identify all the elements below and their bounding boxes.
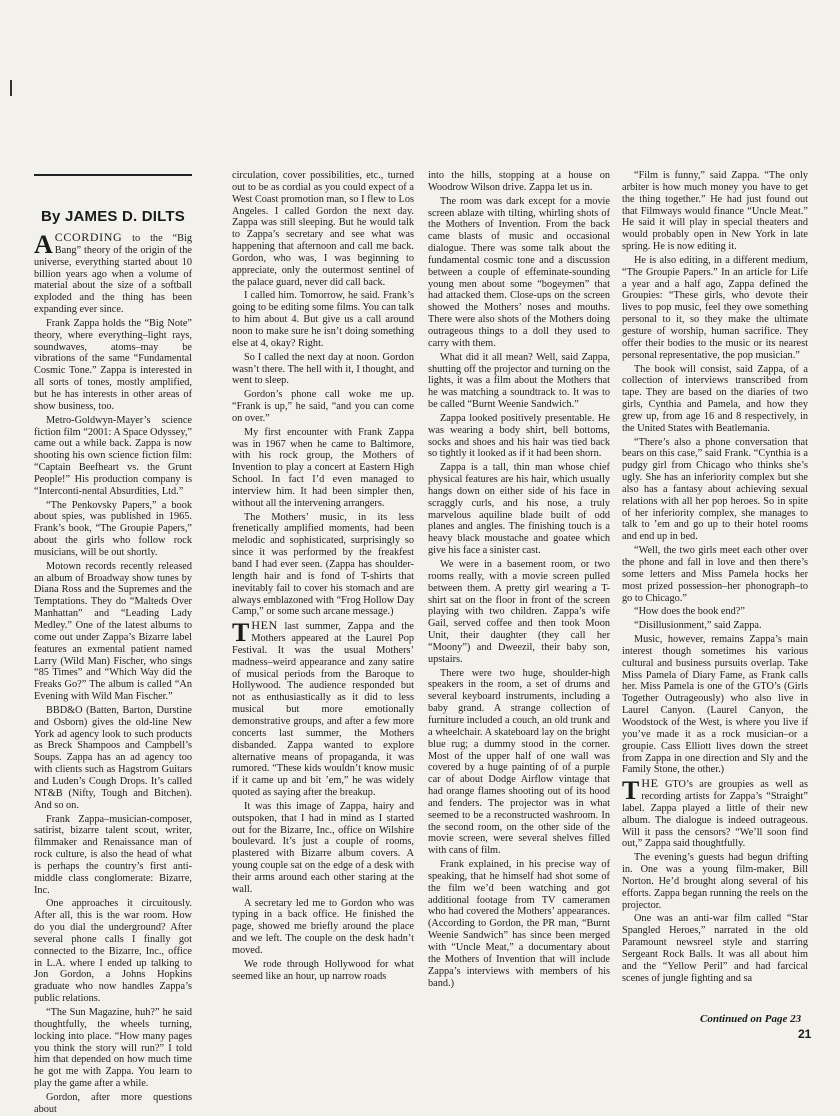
paragraph-text: Frank explained, in his precise way of speaking, that he himself had shot some of the film we’d been watching and got additional footage from TV cameramen who had covered the Mothers’ appearances. (According to Gordon, the PR man, “Burnt Weenie Sandwich” has since been merged with “Uncle Meat,” a documentary about the Mothers of Invention that will include Zappa’s interviews with members of his band.) bbox=[428, 859, 610, 989]
paragraph-text: I called him. Tomorrow, he said. Frank’s going to be editing some films. You can talk to him about 4. But give us a call around noon to make sure he isn’t doing something else at 4, okay? Right. bbox=[232, 290, 414, 349]
paragraph-text: Metro-Goldwyn-Mayer’s science fiction film “2001: A Space Odyssey,” came out a while back. Zappa is now shooting his own science fiction film: “Captain Beefheart vs. the Grunt People!” His production company is “Interconti-nental Absurdities, Ltd.” bbox=[34, 414, 192, 497]
paragraph bbox=[622, 364, 808, 435]
paragraph bbox=[622, 852, 808, 911]
paragraph-text: BBD&O (Batten, Barton, Durstine and Osborn) gives the old-line New York ad agency look to such products as Breck Shampoos and Campbell’s Soups. Zappa has an ad agency too with clients such as Hagstrom Guitars and Luden’s Cough Drops. It’s called NT&B (Nifty, Tough and Bitchen). And so on. bbox=[34, 704, 192, 811]
paragraph-text: One approaches it circuitously. After all, this is the war room. How do you dial the underground? After several phone calls I finally got connected to the Bizarre, Inc., office in L.A. where I ended up talking to Jon Gordon, a Johns Hopkins graduate who now handles Zappa’s public relations. bbox=[34, 898, 192, 1005]
paragraph-text: One was an anti-war film called “Star Spangled Heroes,” narrated in the old Paramount newsreel style and starring Sergeant Rock Balls. It was all about him and the “Yellow Peril” and had farcical scenes of jungle fighting and sa bbox=[622, 913, 808, 984]
paragraph bbox=[232, 290, 414, 349]
paragraph bbox=[34, 415, 192, 498]
paragraph bbox=[622, 778, 808, 850]
continued-note: Continued on Page 23 bbox=[700, 1013, 802, 1025]
paragraph-text: Music, however, remains Zappa’s main interest though sometimes his various cultural and business pursuits overlap. Take Miss Pamela of Diary Fame, as Frank calls her. Miss Pamela is one of the GTO’s (Girls Together Outrageously) who also live in Laurel Canyon. (Laurel Canyon, the Woodstock of the West, is where you live if you’ve made it as a rock musician–or a groupie. Cass Elliott lives down the street from Zappa in one direction and Sly and the Family Stone, the other.) bbox=[622, 634, 808, 776]
paragraph bbox=[232, 898, 414, 957]
article-column-3 bbox=[428, 170, 610, 1040]
paragraph bbox=[622, 437, 808, 544]
paragraph-text: Gordon’s phone call woke me up. “Frank is up,” he said, “and you can come on over.” bbox=[232, 389, 414, 424]
paragraph bbox=[232, 512, 414, 619]
paragraph-text: Frank Zappa–musician-composer, satirist, bizarre talent scout, writer, filmmaker and Renaissance man of rock culture, is also the head of what is perhaps the country’s first anti-middle class conglomerate: Bizarre, Inc. bbox=[34, 813, 192, 896]
paragraph bbox=[232, 959, 414, 983]
paragraph-text: “The Sun Magazine, huh?” he said thoughtfully, the wheels turning, locking into place. “How many pages you think the story will run?” I told him that depended on how much time he got me with Zappa. You learn to play the game after a while. bbox=[34, 1007, 192, 1090]
paragraph bbox=[232, 170, 414, 288]
paragraph bbox=[622, 170, 808, 253]
paragraph-text: A secretary led me to Gordon who was typing in a back office. He finished the page, showed me briefly around the place and we left. The couple on the desk hadn’t moved. bbox=[232, 897, 414, 956]
paragraph-text: last summer, Zappa and the Mothers appeared at the Laurel Pop Festival. It was the usual Mothers’ madness–weird appearance and zany satire of musical periods from the Baroque to Hollywood. The audience responded but not as enthusiastically as it did to less musical but more emotionally demonstrative groups, and after a few more concerts last summer, the Mothers disbanded. Zappa wanted to explore alternative means of propaganda, it was rumored. “These kids wouldn’t know music if it came up and bit ’em,” he was widely quoted as saying after the breakup. bbox=[232, 621, 414, 799]
paragraph-text: “Disillusionment,” said Zappa. bbox=[634, 620, 762, 632]
paragraph-text: It was this image of Zappa, hairy and outspoken, that I had in mind as I started out for the Bizarre, Inc., office on Wilshire boulevard. It’s just a couple of rooms, plastered with Bizarre album covers. A young couple sat on the edge of a desk with their arms around each other staring at the wall. bbox=[232, 800, 414, 895]
paragraph-text: to the “Big Bang” theory of the origin of the universe, everything started about 10 billion years ago when a volume of material about the size of a softball exploded and the thing has been expanding ever since. bbox=[34, 233, 192, 316]
paragraph bbox=[34, 318, 192, 413]
paragraph bbox=[232, 352, 414, 388]
byline-rule bbox=[34, 174, 192, 176]
paragraph bbox=[34, 500, 192, 559]
paragraph-text: The evening’s guests had begun drifting in. One was a young film-maker, Bill Norton. He’d brought along several of his efforts. Zappa began running the reels on the projector. bbox=[622, 852, 808, 911]
paragraph bbox=[428, 170, 610, 194]
paragraph-text: My first encounter with Frank Zappa was in 1967 when he came to Baltimore, with his rock group, the Mothers of Invention to play a concert at Eastern High School. In fact I’d even managed to interview him. It had been simpler then, without all the intervening arrangers. bbox=[232, 426, 414, 509]
drop-cap: T bbox=[232, 618, 250, 648]
paragraph bbox=[232, 389, 414, 425]
drop-cap: A bbox=[34, 230, 53, 259]
paragraph-text: The Mothers’ music, in its less frenetically amplified moments, had been melodic and sophisticated, surprisingly so since it was performed by the freakfest band I had ever seen. (Zappa has shoulder-length hair and is fond of T-shirts that inevitably fail to cover his stomach and are always emblazoned with “Frog Hollow Day Camp,” or some such arcane message.) bbox=[232, 511, 414, 618]
paragraph bbox=[622, 913, 808, 984]
paragraph bbox=[428, 559, 610, 666]
drop-cap: T bbox=[622, 776, 640, 806]
paragraph bbox=[34, 1007, 192, 1090]
paragraph-text: He is also editing, in a different medium, “The Groupie Papers.” In an article for Life a year and a half ago, Zappa defined the Groupies: “These girls, who devote their lives to pop music, feel they owe something personal to it, so they make the ultimate gesture of worship, human sacrifice. They offer their bodies to the music or its nearest personal representative, the pop musician.” bbox=[622, 254, 808, 361]
paragraph-text: Motown records recently released an album of Broadway show tunes by Diana Ross and the Supremes and the Temptations. They do “Malteds Over Manhattan” and “Leading Lady Medley.” One of the latest albums to come out under Zappa’s Bizarre label features an exmental patient named Larry (Wild Man) Fischer, who sings “85 Times” and “Which Way did the Freaks Go?” The album is called “An Evening with Wild Man Fischer.” bbox=[34, 560, 192, 703]
paragraph-text: Zappa looked positively presentable. He was wearing a body shirt, bell bottoms, socks and shoes and his hair was tied back so tightly it looked as if it had been shorn. bbox=[428, 412, 610, 460]
paragraph bbox=[34, 561, 192, 703]
paragraph bbox=[428, 462, 610, 557]
paragraph bbox=[622, 606, 808, 618]
paragraph-text: So I called the next day at noon. Gordon wasn’t there. The hell with it, I thought, and went to sleep. bbox=[232, 351, 414, 387]
lead-in: HEN bbox=[251, 618, 278, 633]
paragraph bbox=[428, 352, 610, 411]
paragraph-text: Zappa is a tall, thin man whose chief physical features are his hair, which usually hangs down on either side of his face in scraggly curls, and his nose, a truly marvelous aquiline blade built of odd planes and angles. The finishing touch is a heavy black moustache and goatee which give his face a sinister cast. bbox=[428, 462, 610, 557]
paragraph bbox=[34, 898, 192, 1005]
paragraph-text: The book will consist, said Zappa, of a collection of interviews transcribed from tape. They are based on the diaries of two girls, Cynthia and Pamela, and how they grew up, from age 16 and 8 respectively, in the United States with Beatlemania. bbox=[622, 363, 808, 434]
paragraph bbox=[622, 634, 808, 776]
paragraph-text: Frank Zappa holds the “Big Note” theory, where everything–light rays, soundwaves, atoms–may be vibrations of the same “Fundamental Cosmic Tone.” Zappa is interested in all sorts of tones, mostly amplified, but he has interests in other areas of show business, too. bbox=[34, 317, 192, 412]
article-column-1 bbox=[34, 230, 192, 1115]
paragraph bbox=[34, 232, 192, 316]
paragraph-text: “The Penkovsky Papers,” a book about spies, was published in 1965. Frank’s book, “The Groupie Papers,” about the girls who follow rock musicians, will be out shortly. bbox=[34, 499, 192, 558]
paragraph-text: What did it all mean? Well, said Zappa, shutting off the projector and turning on the lights, it was a film about the Mothers that he was matching a soundtrack to. It was to be called “Burnt Weenie Sandwich.” bbox=[428, 351, 610, 411]
lead-in: CCORDING bbox=[54, 230, 123, 244]
paragraph bbox=[428, 196, 610, 350]
paragraph-text: We rode through Hollywood for what seemed like an hour, up narrow roads bbox=[232, 958, 414, 982]
margin-mark bbox=[10, 80, 12, 96]
paragraph bbox=[428, 668, 610, 858]
paragraph-text: “There’s also a phone conversation that bears on this case,” said Frank. “Cynthia is a pudgy girl from Chicago who thinks she’s ugly. She has an inferiority complex but she also has a fantasy about achieving sexual relations with all her pop heroes. So in spite of her inferiority complex, she manages to talk to ’em and go up to their hotel rooms and end up in bed. bbox=[622, 436, 808, 543]
paragraph-text: The room was dark except for a movie screen ablaze with tilting, whirling shots of the Mothers of Invention. From the back came blasts of music and occasional dialogue. There was some talk about the fundamental cosmic tone and a discussion between a couple of effeminate-sounding young men about some “bogeymen” that had attacked them. Close-ups on the screen showed the Mothers’ noses and mouths. There were also shots of the Mothers doing outrageous things to a doll they used to carry with them. bbox=[428, 195, 610, 349]
paragraph-text: into the hills, stopping at a house on Woodrow Wilson drive. Zappa let us in. bbox=[428, 170, 610, 193]
article-column-4 bbox=[622, 170, 808, 1010]
paragraph bbox=[622, 255, 808, 362]
paragraph-text: GTO’s are groupies as well as recording artists for Zappa’s “Straight” label. Zappa played a little of their new album. The dialogue is indeed outrageous. Will it pass the censors? “We’ll soon find out,” Zappa said thoughtfully. bbox=[622, 779, 808, 850]
paragraph bbox=[428, 413, 610, 460]
page-number: 21 bbox=[798, 1027, 812, 1041]
paragraph bbox=[34, 814, 192, 897]
paragraph bbox=[34, 1092, 192, 1116]
paragraph-text: “Well, the two girls meet each other over the phone and fall in love and then there’s some letters and Miss Pamela hocks her most prized possession–her phonograph–to go to Chicago.” bbox=[622, 545, 808, 604]
lead-in: HE bbox=[641, 776, 659, 791]
paragraph-text: circulation, cover possibilities, etc., turned out to be as cordial as you could expect of a West Coast promotion man, so I flew to Los Angeles. I called Gordon the next day. Zappa was still sleeping. But he would talk to Zappa’s secretary and see what was happening that afternoon and call me back. Gordon, who was, I was beginning to appreciate, only the outermost sentinel of the palace guard, never did call back. bbox=[232, 170, 414, 288]
paragraph bbox=[622, 545, 808, 604]
paragraph-text: “Film is funny,” said Zappa. “The only arbiter is how much money you have to get the thing together.” He had just found out that Filmways would finance “Uncle Meat.” He said it will play in special theaters and would probably open in New York in late spring. He is now editing it. bbox=[622, 170, 808, 253]
paragraph bbox=[232, 427, 414, 510]
paragraph bbox=[232, 801, 414, 896]
paragraph-text: Gordon, after more questions about bbox=[34, 1091, 192, 1115]
paragraph bbox=[428, 859, 610, 989]
byline: By JAMES D. DILTS bbox=[41, 208, 185, 225]
paragraph bbox=[622, 620, 808, 632]
paragraph-text: “How does the book end?” bbox=[634, 606, 745, 618]
article-column-2 bbox=[232, 170, 414, 1040]
paragraph bbox=[232, 620, 414, 799]
paragraph bbox=[34, 705, 192, 812]
paragraph-text: We were in a basement room, or two rooms really, with a movie screen pulled between them. A pretty girl wearing a T-shirt sat on the floor in front of the screen playing with two children. Zappa’s wife Gail, served coffee and then took Moon Unit, their daughter (they call her “Moony”) and Dweezil, their baby son, upstairs. bbox=[428, 559, 610, 665]
paragraph-text: There were two huge, shoulder-high speakers in the room, a set of drums and several keyboard instruments, including a baby grand. A strange collection of furniture included a couch, an old trunk and a wheelchair. A skateboard lay on the bright blue rug; a dummy stood in the corner. Most of the upper half of one wall was covered by a huge painting of of a purple car of about Dodge Airflow vintage that had orange flames shooting out of its hood and fenders. The projector was in what seemed to be a reconstructed washroom. In the second room, on the other side of the movie screen, were several shelves filled with cans of film. bbox=[428, 667, 610, 857]
